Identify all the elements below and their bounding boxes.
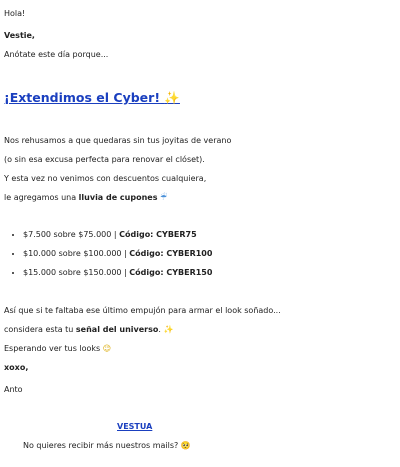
signoff: xoxo, (4, 363, 29, 372)
closing-3 (4, 344, 111, 354)
umbrella-rain-icon: ☔ (160, 193, 168, 202)
coupon-offer: $15.000 sobre $150.000 | (23, 268, 130, 277)
headline-link[interactable] (4, 90, 180, 106)
closing-2 (4, 325, 173, 335)
recipient-name: Vestie, (4, 31, 35, 40)
paragraph-3: Y esta vez no venimos con descuentos cualquiera, (4, 174, 207, 183)
coupon-offer: $7.500 sobre $75.000 | (23, 230, 120, 239)
coupon-item (23, 263, 212, 282)
intro-text: Anótate este día porque... (4, 50, 109, 59)
coupon-item (23, 225, 212, 244)
closing-2-suffix: . (158, 325, 161, 334)
wink-face-icon: 😉 (102, 344, 112, 353)
closing-1: Así que si te faltaba ese último empujón para armar el look soñado... (4, 306, 281, 315)
paragraph-2: (o sin esa excusa perfecta para renovar el clóset). (4, 155, 205, 164)
vestua-link[interactable]: VESTUA (117, 422, 153, 431)
pleading-face-icon: 🥺 (180, 441, 191, 450)
paragraph-4-prefix: le agregamos una (4, 193, 79, 202)
paragraph-1: Nos rehusamos a que quedaras sin tus joyitas de verano (4, 136, 232, 145)
unsubscribe-text[interactable]: No quieres recibir más nuestros mails? (23, 441, 179, 450)
closing-2-highlight: señal del universo (75, 325, 159, 334)
sparkles-icon: ✨ (163, 325, 174, 334)
coupon-item (23, 244, 212, 263)
coupon-code: Código: CYBER150 (129, 268, 213, 277)
headline-text: ¡Extendimos el Cyber! (4, 90, 161, 105)
closing-3-text: Esperando ver tus looks (4, 344, 101, 353)
coupon-offer: $10.000 sobre $100.000 | (23, 249, 130, 258)
closing-2-prefix: considera esta tu (4, 325, 76, 334)
coupon-code: Código: CYBER100 (129, 249, 213, 258)
paragraph-4-highlight: lluvia de cupones (78, 193, 158, 202)
sparkles-icon: ✨ (164, 90, 180, 105)
coupon-list (4, 225, 212, 282)
paragraph-4 (4, 193, 167, 203)
unsubscribe-line[interactable] (23, 441, 191, 451)
coupon-code: Código: CYBER75 (119, 230, 197, 239)
signature: Anto (4, 385, 23, 394)
greeting: Hola! (4, 9, 26, 18)
